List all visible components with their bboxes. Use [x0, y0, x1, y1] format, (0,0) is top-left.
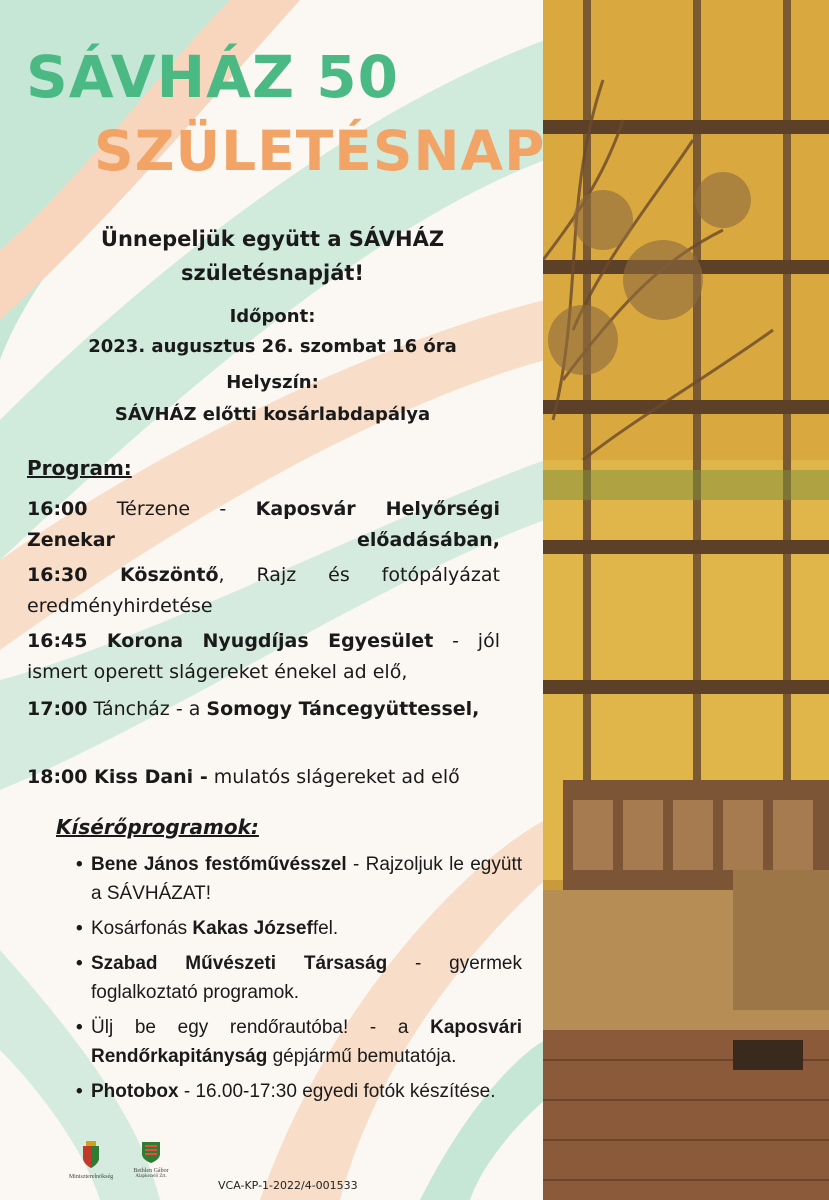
program-item-1 — [27, 494, 500, 556]
side-bold: Szabad Művészeti Társaság — [91, 953, 388, 974]
intro-line2: születésnapját! — [180, 261, 365, 285]
side-text: - 16.00-17:30 egyedi fotók készítése. — [178, 1081, 496, 1102]
ministry-logo — [66, 1140, 116, 1180]
program-item-3 — [27, 626, 500, 688]
time-label: Időpont: — [229, 306, 316, 327]
side-programs-list — [76, 850, 522, 1112]
program-text: - jól ismert operett slágereket énekel ad elő, — [27, 630, 500, 683]
side-bold: Kaposvári Rendőrkapitányság — [91, 1017, 522, 1067]
place-value: SÁVHÁZ előtti kosárlabdapálya — [114, 404, 431, 425]
program-time: 16:45 — [27, 630, 88, 652]
place-label: Helyszín: — [226, 372, 319, 393]
program-text: Térzene - — [87, 498, 256, 520]
side-text: - gyermek foglalkoztató programok. — [91, 953, 522, 1003]
side-item-1 — [76, 850, 522, 908]
side-item-3 — [76, 949, 522, 1007]
program-time: 16:00 — [27, 498, 88, 520]
grant-code: VCA-KP-1-2022/4-001533 — [218, 1179, 358, 1192]
side-text: gépjármű bemutatója. — [267, 1046, 457, 1067]
side-item-5 — [76, 1077, 522, 1106]
program-item-5 — [27, 762, 500, 793]
side-text: Kosárfonás — [91, 918, 193, 939]
bga-logo-text-2: Alapkezelő Zrt. — [135, 1174, 167, 1179]
side-programs-heading: Kísérőprogramok: — [56, 815, 259, 839]
side-text: fel. — [312, 918, 339, 939]
side-item-4 — [76, 1013, 522, 1071]
ministry-logo-text: Miniszterelnökség — [68, 1174, 114, 1180]
program-performer: Kiss Dani - — [87, 766, 208, 788]
program-time: 18:00 — [27, 766, 88, 788]
program-item-2 — [27, 560, 500, 622]
side-item-2 — [76, 914, 522, 943]
program-item-4 — [27, 694, 500, 725]
side-bold: Bene János festőművésszel — [91, 854, 347, 875]
building-photo — [543, 0, 829, 1200]
program-performer: Korona Nyugdíjas Egyesület — [87, 630, 434, 652]
program-text: Táncház - a — [87, 698, 207, 720]
bga-emblem-icon — [140, 1140, 162, 1164]
program-performer: Köszöntő — [87, 564, 219, 586]
program-performer: Kaposvár Helyőrségi Zenekar előadásában, — [27, 498, 500, 551]
time-value: 2023. augusztus 26. szombat 16 óra — [88, 336, 457, 357]
program-performer: Somogy Táncegyüttessel, — [206, 698, 480, 720]
program-text: mulatós slágereket ad elő — [207, 766, 460, 788]
title-line2: SZÜLETÉSNAP — [94, 119, 546, 183]
program-heading: Program: — [27, 456, 132, 480]
intro-text — [0, 222, 545, 290]
program-time: 17:00 — [27, 698, 88, 720]
program-text: , Rajz és fotópályázat eredményhirdetése — [27, 564, 500, 617]
bga-logo — [126, 1140, 176, 1179]
side-text: Ülj be egy rendőrautóba! - a — [91, 1017, 431, 1038]
side-text: - Rajzoljuk le együtt a SÁVHÁZAT! — [91, 854, 522, 904]
side-bold: Photobox — [91, 1081, 179, 1102]
intro-line1: Ünnepeljük együtt a SÁVHÁZ — [100, 227, 445, 251]
program-time: 16:30 — [27, 564, 88, 586]
side-bold: Kakas József — [192, 918, 313, 939]
title-line1: SÁVHÁZ 50 — [26, 43, 400, 111]
bga-logo-text-1: Bethlen Gábor — [133, 1168, 169, 1174]
coat-of-arms-icon — [81, 1140, 101, 1170]
